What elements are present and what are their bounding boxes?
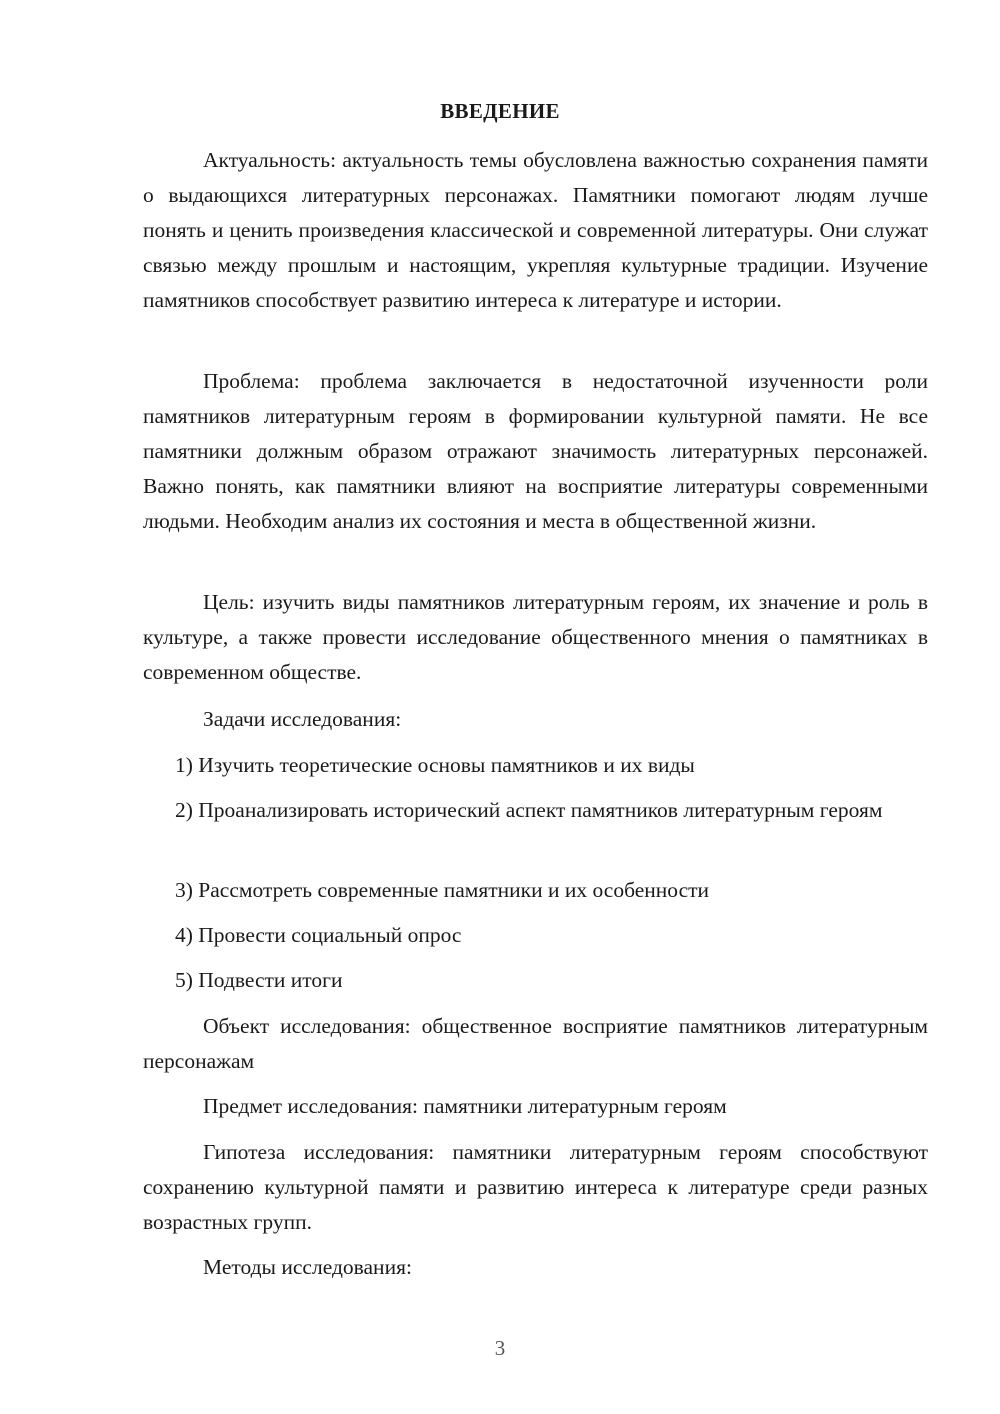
- paragraph-relevance: Актуальность: актуальность темы обусловлена важностью сохранения памяти о выдающихся литературных персонажах. Памятники помогают людям лучше понять и ценить произведения классической и современной литературы. Они служат связью между прошлым и настоящим, укрепляя культурные традиции. Изучение памятников способствует развитию интереса к литературе и истории.: [143, 148, 928, 312]
- paragraph-methods: Методы исследования:: [203, 1255, 412, 1279]
- page-title: ВВЕДЕНИЕ: [440, 99, 560, 123]
- task-item-1: 1) Изучить теоретические основы памятников и их виды: [175, 753, 695, 777]
- tasks-heading: Задачи исследования:: [203, 707, 402, 731]
- paragraph-problem: Проблема: проблема заключается в недостаточной изученности роли памятников литературным героям в формировании культурной памяти. Не все памятники должным образом отражают значимость литературных персонажей. Важно понять, как памятники влияют на восприятие литературы современными людьми. Необходим анализ их состояния и места в общественной жизни.: [143, 369, 928, 533]
- paragraph-subject: Предмет исследования: памятники литературным героям: [203, 1094, 727, 1118]
- page-number: 3: [494, 1336, 506, 1360]
- paragraph-object: Объект исследования: общественное восприятие памятников литературным персонажам: [143, 1014, 928, 1073]
- task-item-5: 5) Подвести итоги: [175, 968, 343, 992]
- paragraph-goal: Цель: изучить виды памятников литературным героям, их значение и роль в культуре, а также провести исследование общественного мнения о памятниках в современном обществе.: [143, 590, 928, 684]
- task-item-3: 3) Рассмотреть современные памятники и их особенности: [175, 878, 710, 902]
- paragraph-hypothesis: Гипотеза исследования: памятники литературным героям способствуют сохранению культурной памяти и развитию интереса к литературе среди разных возрастных групп.: [143, 1140, 928, 1234]
- task-item-2: 2) Проанализировать исторический аспект памятников литературным героям: [175, 798, 883, 822]
- task-item-4: 4) Провести социальный опрос: [175, 923, 462, 947]
